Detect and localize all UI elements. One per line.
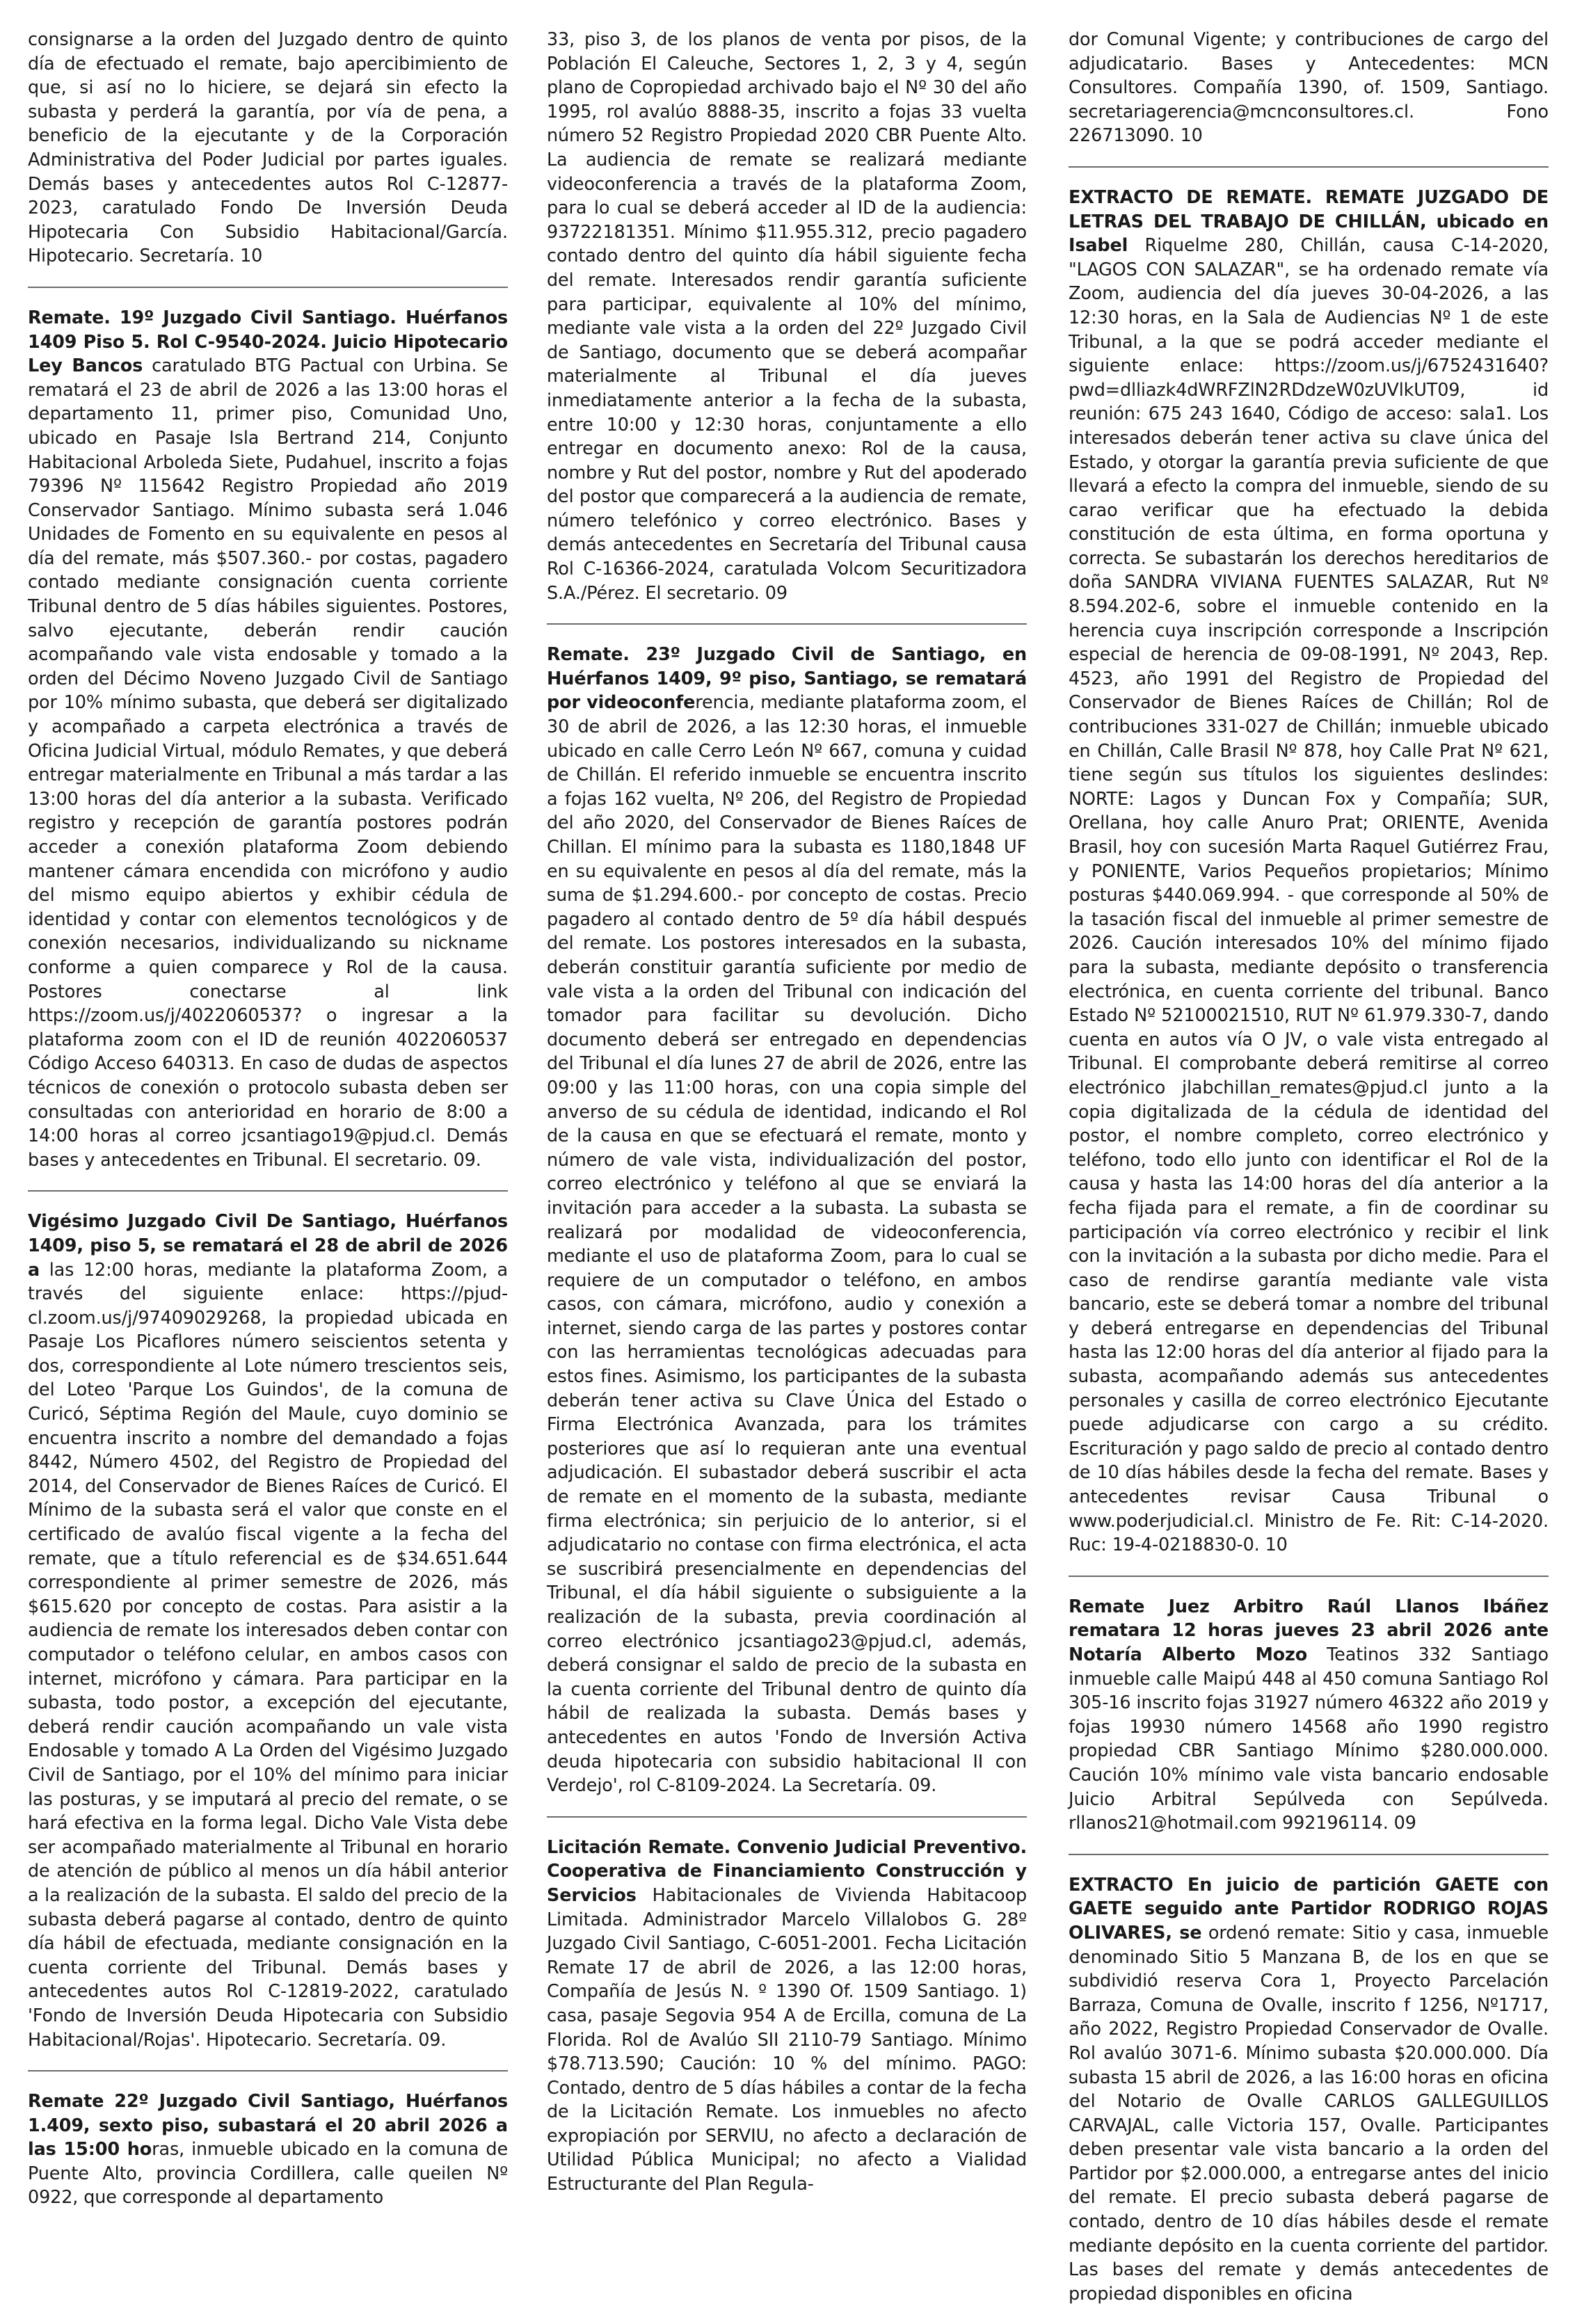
notice-body: caratulado BTG Pactual con Urbina. Se rematará el 23 de abril de 2026 a las 13:00 horas el departamento 11, primer piso, Comunidad Uno, ubicado en Pasaje Isla Bertrand 214, Conjunto Habitacional Arboleda Siete, Pudahuel, inscrito a fojas 79396 Nº 115642 Registro Propiedad año 2019 Conservador Santiago. Mínimo subasta será 1.046 Unidades de Fomento en su equivalente en pesos al día del remate, más $507.360.- por costas, pagadero contado mediante consignación cuenta corriente Tribunal dentro de 5 días hábiles siguientes. Postores, salvo ejecutante, deberán rendir caución acompañando vale vista endosable y tomado a la orden del Décimo Noveno Juzgado Civil de Santiago por 10% mínimo subasta, que deberá ser digitalizado y acompañado a carpeta electrónica a través de Oficina Judicial Virtual, módulo Remates, y que deberá entregar materialmente en Tribunal a más tardar a las 13:00 horas del día anterior a la subasta. Verificado registro y recepción de garantía postores podrán acceder a conexión plataforma Zoom debiendo mantener cámara encendida con micrófono y audio del mismo equipo abiertos y exhibir cédula de identidad y contar con elementos tecnológicos y de conexión necesarios, individualizando su nickname conforme a quien comparece y Rol de la causa. Postores conectarse al link https://zoom.us/j/4022060537? o ingresar a la plataforma zoom con el ID de reunión 4022060537 Código Acceso 640313. En caso de dudas de aspectos técnicos de conexión o protocolo subasta deben ser consultadas con anterioridad en horario de 8:00 a 14:00 horas al correo jcsantiago19@pjud.cl. Demás bases y antecedentes en Tribunal. El secretario. 09.	[28, 355, 509, 1171]
notice	[1069, 1595, 1549, 1854]
divider	[1069, 166, 1549, 168]
column-2	[547, 28, 1027, 2226]
notice-body: Riquelme 280, Chillán, causa C-14-2020, "LAGOS CON SALAZAR", se ha ordenado remate vía Zoom, audiencia del día jueves 30-04-2026, a las 12:30 horas, en la Sala de Audiencias Nº 1 de este Tribunal, a la que se podrá acceder mediante el siguiente enlace: https://zoom.us/j/6752431640?pwd=dlliazk4dWRFZlN2RDdzeW0zUVlkUT09, id reunión: 675 243 1640, Código de acceso: sala1. Los interesados deberán tener activa su clave única del Estado, y otorgar la garantía previa suficiente de que llevará a efecto la compra del inmueble, siendo de su carao verificar que ha efectuado la debida constitución de esta última, en forma oportuna y correcta. Se subastarán los derechos hereditarios de doña SANDRA VIVIANA FUENTES SALAZAR, Rut Nº 8.594.202-6, sobre el inmueble contenido en la herencia cuya inscripción corresponde a Inscripción especial de herencia de 09-08-1991, Nº 2043, Rep. 4523, año 1991 del Registro de Propiedad del Conservador de Bienes Raíces de Chillán; Rol de contribuciones 331-027 de Chillán; inmueble ubicado en Chillán, Calle Brasil Nº 878, hoy Calle Prat Nº 621, tiene según sus títulos los siguientes deslindes: NORTE: Lagos y Duncan Fox y Compañía; SUR, Orellana, hoy calle Anuro Prat; ORIENTE, Avenida Brasil, hoy con sucesión Marta Raquel Gutiérrez Frau, y PONIENTE, Varios Pequeños propietarios; Mínimo posturas $440.069.994. - que corresponde al 50% de la tasación fiscal del inmueble al primer semestre de 2026. Caución interesados 10% del mínimo fijado para la subasta, mediante depósito o transferencia electrónica, en cuenta corriente del tribunal. Banco Estado Nº 52100021510, RUT Nº 61.979.330-7, dando cuenta en autos vía O JV, o vale vista entregado al Tribunal. El comprobante deberá remitirse al correo electrónico jlabchillan_remates@pjud.cl junto a la copia digitalizada de la cédula de identidad del postor, el nombre completo, correo electrónico y teléfono, todo ello junto con identificar el Rol de la causa y hasta las 14:00 horas del día anterior a la fecha fijada para el remate, a fin de coordinar su participación vía correo electrónico y recibir el link con la invitación a la subasta por dicho medie. Para el caso de rendirse garantía mediante vale vista bancario, este se deberá tomar a nombre del tribunal y deberá entregarse en dependencias del Tribunal hasta las 12:00 horas del día anterior al fijado para la subasta, acompañando además sus antecedentes personales y casilla de correo electrónico Ejecutante puede adjudicarse con cargo a su crédito. Escrituración y pago saldo de precio al contado dentro de 10 días hábiles desde la fecha del remate. Bases y antecedentes revisar Causa Tribunal o www.poderjudicial.cl. Ministro de Fe. Rit: C-14-2020. Ruc: 19-4-0218830-0. 10	[1069, 235, 1549, 1556]
notice-heading: EXTRACTO En juicio de partición GAETE con GAETE seguido ante Partidor RODRIGO ROJAS OLIVARES, se	[1069, 1874, 1549, 1944]
notice-body: 33, piso 3, de los planos de venta por pisos, de la Población El Caleuche, Sectores 1, 2, 3 y 4, según plano de Copropiedad archivado bajo el Nº 30 del año 1995, rol avalúo 8888-35, inscrito a fojas 33 vuelta número 52 Registro Propiedad 2020 CBR Puente Alto. La audiencia de remate se realizará mediante videoconferencia a través de la plataforma Zoom, para lo cual se deberá acceder al ID de la audiencia: 93722181351. Mínimo $11.955.312, precio pagadero contado dentro del quinto día hábil siguiente fecha del remate. Interesados rendir garantía suficiente para participar, equivalente al 10% del mínimo, mediante vale vista a la orden del 22º Juzgado Civil de Santiago, documento que se deberá acompañar materialmente al Tribunal el día jueves inmediatamente anterior a la fecha de la subasta, entre 10:00 y 12:30 horas, conjuntamente a ello entregar en documento anexo: Rol de la causa, nombre y Rut del postor, nombre y Rut del apoderado del postor que comparecerá a la audiencia de remate, número telefónico y correo electrónico. Bases y demás antecedentes en Secretaría del Tribunal causa Rol C-16366-2024, caratulada Volcom Securitizadora S.A./Pérez. El secretario. 09	[547, 29, 1027, 604]
notice-body: ordenó remate: Sitio y casa, inmueble denominado Sitio 5 Manzana B, de los en que se subdividió reserva Cora 1, Proyecto Parcelación Barraza, Comuna de Ovalle, inscrito f 1256, Nº1717, año 2022, Registro Propiedad Conservador de Ovalle. Rol avalúo 3071-6. Mínimo subasta $20.000.000. Día subasta 15 abril de 2026, a las 16:00 horas en oficina del Notario de Ovalle CARLOS GALLEGUILLOS CARVAJAL, calle Victoria 157, Ovalle. Participantes deben presentar vale vista bancario a la orden del Partidor por $2.000.000, a entregarse antes del inicio del remate. El precio subasta deberá pagarse de contado, dentro de 10 días hábiles desde el remate mediante depósito en la cuenta corriente del partidor. Las bases del remate y demás antecedentes de propiedad disponibles en oficina	[1069, 1922, 1549, 2305]
notice	[28, 1210, 508, 2070]
divider	[547, 623, 1027, 625]
divider	[28, 1190, 508, 1192]
notice-continuation	[1069, 28, 1549, 166]
notice-heading: Remate. 23º Juzgado Civil de Santiago, en Huérfanos 1409, 9º piso, Santiago, se rematará por videoconfe	[547, 644, 1027, 714]
notice-continuation	[547, 28, 1027, 623]
newspaper-page	[28, 28, 1549, 2305]
notice-body: Habitacionales de Vivienda Habitacoop Limitada. Administrador Marcelo Villalobos G. 28º Juzgado Civil Santiago, C-6051-2001. Fecha Licitación Remate 17 de abril de 2026, a las 12:00 horas, Compañía de Jesús N. º 1390 Of. 1509 Santiago. 1) casa, pasaje Segovia 954 A de Ercilla, comuna de La Florida. Rol de Avalúo SII 2110-79 Santiago. Mínimo $78.713.590; Caución: 10 % del mínimo. PAGO: Contado, dentro de 5 días hábiles a contar de la fecha de la Licitación Remate. Los inmuebles no afecto expropiación por SERVIU, no afecto a declaración de Utilidad Pública Municipal; no afecto a Vialidad Estructurante del Plan Regula-	[547, 1884, 1027, 2195]
notice-body: Teatinos 332 Santiago inmueble calle Maipú 448 al 450 comuna Santiago Rol 305-16 inscrito fojas 31927 número 46322 año 2019 y fojas 19930 número 14568 año 1990 registro propiedad CBR Santiago Mínimo $280.000.000. Caución 10% mínimo vale vista bancario endosable Juicio Arbitral Sepúlveda con Sepúlveda. rllanos21@hotmail.com 992196114. 09	[1069, 1644, 1549, 1834]
divider	[1069, 1854, 1549, 1855]
notice-heading: Remate. 19º Juzgado Civil Santiago. Huérfanos 1409 Piso 5. Rol C-9540-2024. Juicio Hipotecario Ley Bancos	[28, 307, 508, 377]
notice-heading: Licitación Remate. Convenio Judicial Preventivo. Cooperativa de Financiamiento Construcción y Servicios	[547, 1836, 1027, 1906]
notice	[547, 643, 1027, 1816]
notice	[28, 306, 508, 1190]
notice	[1069, 1873, 1549, 2324]
notice-body: ras, inmueble ubicado en la comuna de Puente Alto, provincia Cordillera, calle queilen Nº 0922, que corresponde al departamento	[28, 2139, 508, 2209]
notice-heading: EXTRACTO DE REMATE. REMATE JUZGADO DE LETRAS DEL TRABAJO DE CHILLÁN, ubicado en Isabel	[1069, 186, 1549, 257]
divider	[547, 1816, 1027, 1818]
divider	[1069, 1576, 1549, 1577]
column-3	[1069, 28, 1549, 2305]
notice	[547, 1836, 1027, 2215]
column-1	[28, 28, 508, 2226]
notice-body: las 12:00 horas, mediante la plataforma Zoom, a través del siguiente enlace: https://pjud-cl.zoom.us/j/97409029268, la propiedad ubicada en Pasaje Los Picaflores número seiscientos setenta y dos, correspondiente al Lote número trescientos seis, del Loteo 'Parque Los Guindos', de la comuna de Curicó, Séptima Región del Maule, cuyo dominio se encuentra inscrito a nombre del demandado a fojas 8442, Número 4502, del Registro de Propiedad del 2014, del Conservador de Bienes Raíces de Curicó. El Mínimo de la subasta será el valor que conste en el certificado de avalúo fiscal vigente a la fecha del remate, que a título referencial es de $34.651.644 correspondiente al primer semestre de 2026, más $615.620 por concepto de costas. Para asistir a la audiencia de remate los interesados deben contar con computador o teléfono celular, en ambos casos con internet, micrófono y cámara. Para participar en la subasta, todo postor, a excepción del ejecutante, deberá rendir caución acompañando un vale vista Endosable y tomado A La Orden del Vigésimo Juzgado Civil de Santiago, por el 10% del mínimo para iniciar las posturas, y se imputará al precio del remate, o se hará efectiva en la forma legal. Dicho Vale Vista debe ser acompañado materialmente al Tribunal en horario de atención de público al menos un día hábil anterior a la realización de la subasta. El saldo del precio de la subasta deberá pagarse al contado, dentro de quinto día hábil de efectuada, mediante consignación en la cuenta corriente del Tribunal. Demás bases y antecedentes autos Rol C-12819-2022, caratulado 'Fondo de Inversión Deuda Hipotecaria con Subsidio Habitacional/Rojas'. Hipotecario. Secretaría. 09.	[28, 1259, 508, 2051]
notice-body: rencia, mediante plataforma zoom, el 30 de abril de 2026, a las 12:30 horas, el inmueble ubicado en calle Cerro León Nº 667, comuna y cuidad de Chillán. El referido inmueble se encuentra inscrito a fojas 162 vuelta, Nº 206, del Registro de Propiedad del año 2020, del Conservador de Bienes Raíces de Chillan. El mínimo para la subasta es 1180,1848 UF en su equivalente en pesos al día del remate, más la suma de $1.294.600.- por concepto de costas. Precio pagadero al contado dentro de 5º día hábil después del remate. Los postores interesados en la subasta, deberán constituir garantía suficiente por medio de vale vista a la orden del Tribunal con indicación del tomador para facilitar su devolución. Dicho documento deberá ser entregado en dependencias del Tribunal el día lunes 27 de abril de 2026, entre las 09:00 y las 11:00 horas, con una copia simple del anverso de su cédula de identidad, indicando el Rol de la causa en que se efectuará el remate, monto y número de vale vista, individualización del postor, correo electrónico y teléfono al que se enviará la invitación para acceder a la subasta. La subasta se realizará por modalidad de videoconferencia, mediante el uso de plataforma Zoom, para lo cual se requiere de un computador o teléfono, en ambos casos, con cámara, micrófono, audio y conexión a internet, siendo carga de las partes y postores contar con las herramientas tecnológicas adecuadas para estos fines. Asimismo, los participantes de la subasta deberán tener activa su Clave Única del Estado o Firma Electrónica Avanzada, para los trámites posteriores que así lo requieran ante una eventual adjudicación. El subastador deberá suscribir el acta de remate en el momento de la subasta, mediante firma electrónica; sin perjuicio de lo anterior, si el adjudicatario no contase con firma electrónica, el acta se suscribirá presencialmente en dependencias del Tribunal, el día hábil siguiente o subsiguiente a la realización de la subasta, previa coordinación al correo electrónico jcsantiago23@pjud.cl, además, deberá consignar el saldo de precio de la subasta en la cuenta corriente del Tribunal dentro de quinto día hábil de realizada la subasta. Demás bases y antecedentes en autos 'Fondo de Inversión Activa deuda hipotecaria con subsidio habitacional II con Verdejo', rol C-8109-2024. La Secretaría. 09.	[547, 692, 1028, 1797]
divider	[28, 287, 508, 288]
notice-body: consignarse a la orden del Juzgado dentro de quinto día de efectuado el remate, bajo apercibimiento de que, si así no lo hiciere, se dejará sin efecto la subasta y perderá la garantía, por vía de pena, a beneficio de la ejecutante y de la Corporación Administrativa del Poder Judicial por partes iguales. Demás bases y antecedentes autos Rol C-12877-2023, caratulado Fondo De Inversión Deuda Hipotecaria Con Subsidio Habitacional/García. Hipotecario. Secretaría. 10	[28, 29, 508, 267]
notice	[1069, 186, 1549, 1576]
divider	[28, 2070, 508, 2071]
notice-heading: Remate Juez Arbitro Raúl Llanos Ibáñez rematara 12 horas jueves 23 abril 2026 ante Notaría Alberto Mozo	[1069, 1596, 1549, 1665]
notice-heading: Vigésimo Juzgado Civil De Santiago, Huérfanos 1409, piso 5, se rematará el 28 de abril de 2026 a	[28, 1211, 508, 1281]
notice-body: dor Comunal Vigente; y contribuciones de cargo del adjudicatario. Bases y Antecedentes: MCN Consultores. Compañía 1390, of. 1509, Santiago. secretariagerencia@mcnconsultores.cl. Fono 226713090. 10	[1069, 29, 1549, 147]
notice-continuation	[28, 28, 508, 287]
notice	[28, 2090, 508, 2228]
notice-heading: Remate 22º Juzgado Civil Santiago, Huérfanos 1.409, sexto piso, subastará el 20 abril 2026 a las 15:00 ho	[28, 2091, 508, 2161]
